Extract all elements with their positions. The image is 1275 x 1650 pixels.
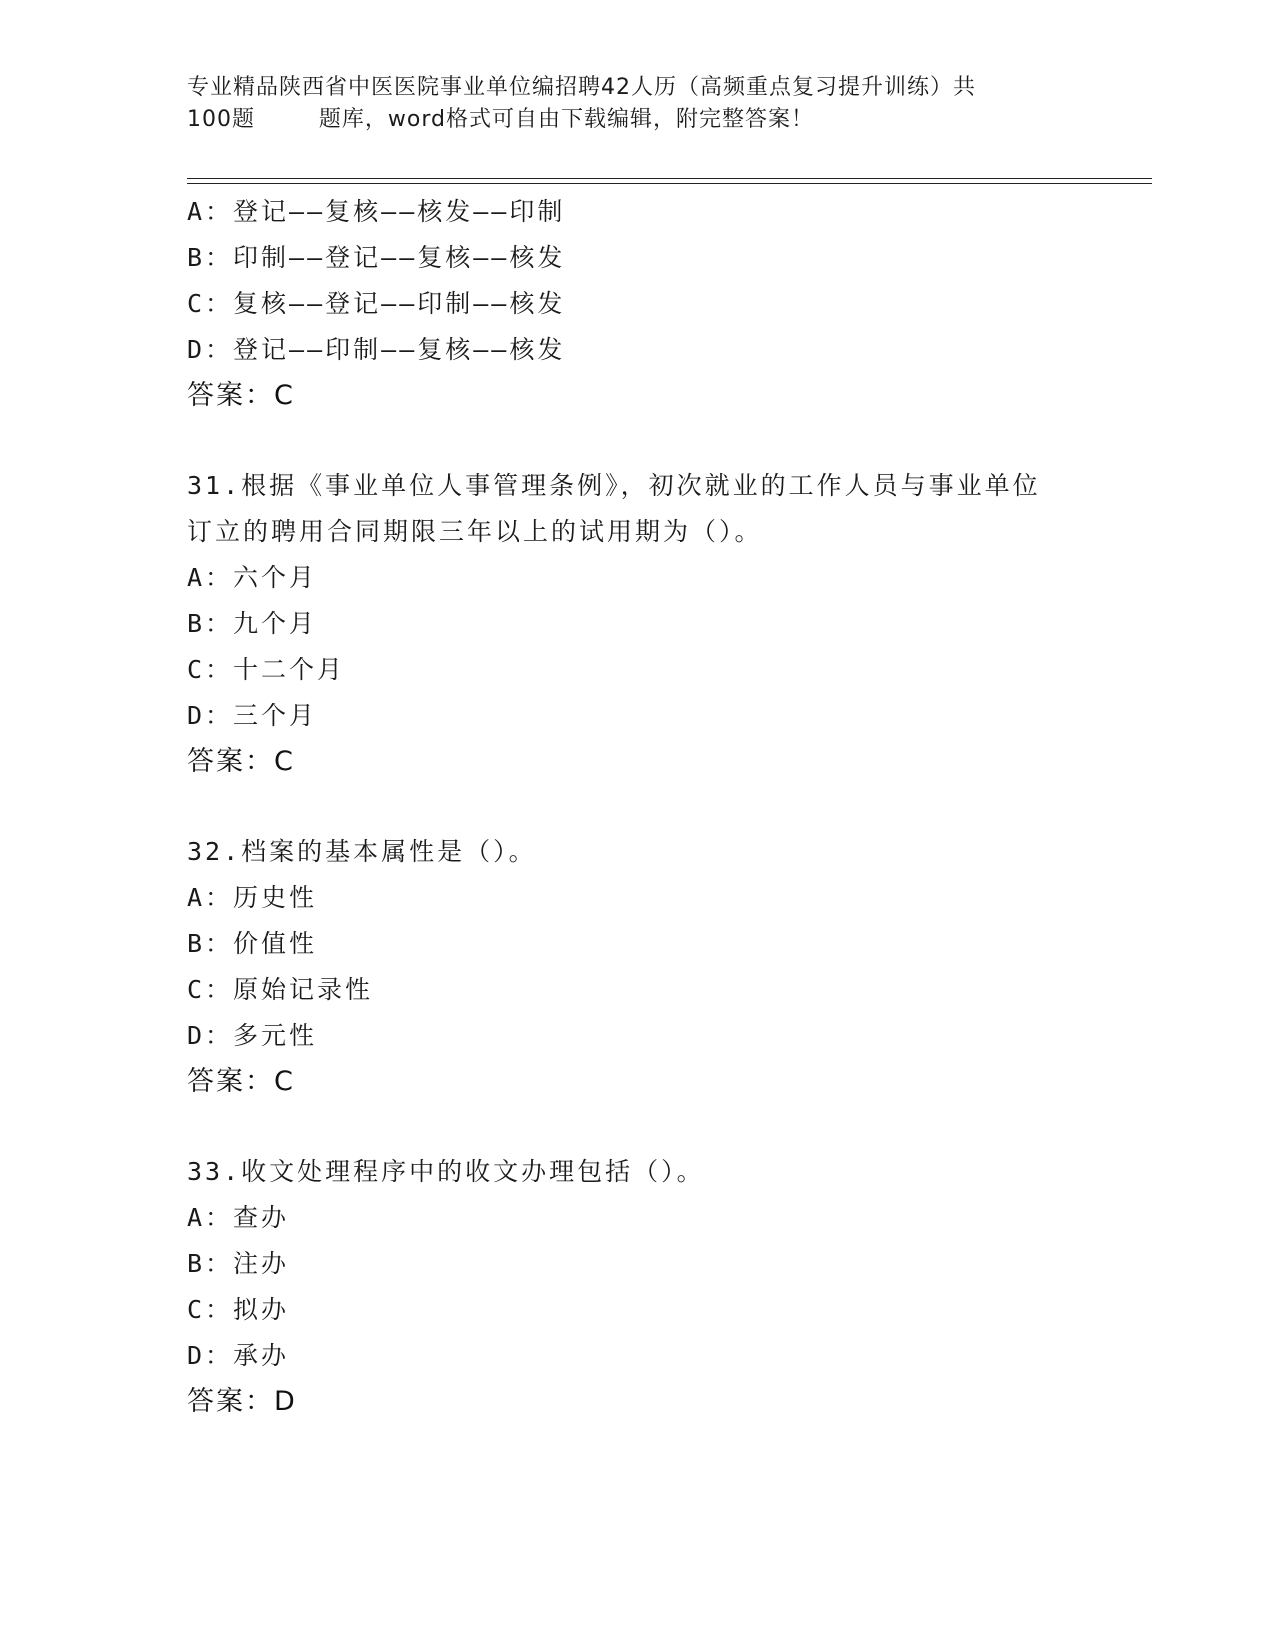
answer-line: 答案：C	[187, 380, 295, 411]
option-a: A：历史性	[187, 883, 318, 912]
answer-line: 答案：D	[187, 1386, 297, 1417]
question-30-continued	[187, 189, 1137, 419]
document-header	[187, 72, 1087, 136]
question-32	[187, 829, 1137, 1105]
option-d: D：多元性	[187, 1021, 318, 1050]
option-b: B：九个月	[187, 609, 318, 638]
option-b: B：印制——登记——复核——核发	[187, 243, 566, 272]
option-d: D：登记——印制——复核——核发	[187, 335, 566, 364]
option-c: C：拟办	[187, 1295, 290, 1324]
question-list	[187, 189, 1137, 1425]
answer-line: 答案：C	[187, 746, 295, 777]
answer-line: 答案：C	[187, 1066, 295, 1097]
question-31	[187, 463, 1137, 785]
header-line-1: 专业精品陕西省中医医院事业单位编招聘42人历（高频重点复习提升训练）共	[187, 75, 976, 100]
option-b: B：价值性	[187, 929, 318, 958]
question-stem: 31.根据《事业单位人事管理条例》，初次就业的工作人员与事业单位	[187, 471, 1041, 500]
option-c: C：十二个月	[187, 655, 346, 684]
option-a: A：六个月	[187, 563, 318, 592]
option-d: D：承办	[187, 1341, 290, 1370]
option-c: C：复核——登记——印制——核发	[187, 289, 566, 318]
option-b: B：注办	[187, 1249, 290, 1278]
header-divider-top	[187, 178, 1152, 179]
header-line-2: 100题 题库，word格式可自由下载编辑，附完整答案！	[187, 107, 815, 132]
header-divider-bottom	[187, 183, 1152, 184]
question-stem: 33.收文处理程序中的收文办理包括（）。	[187, 1157, 705, 1186]
question-stem: 32.档案的基本属性是（）。	[187, 837, 537, 866]
question-33	[187, 1149, 1137, 1425]
option-d: D：三个月	[187, 701, 318, 730]
option-a: A：登记——复核——核发——印制	[187, 197, 566, 226]
question-stem-continued: 订立的聘用合同期限三年以上的试用期为（）。	[187, 517, 763, 546]
option-a: A：查办	[187, 1203, 290, 1232]
option-c: C：原始记录性	[187, 975, 374, 1004]
